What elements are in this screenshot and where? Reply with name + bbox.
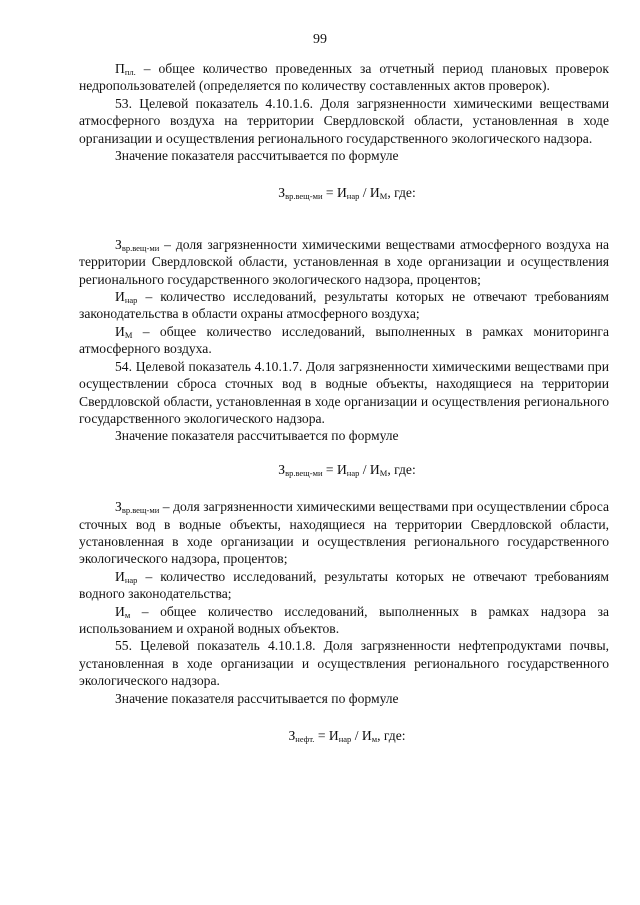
formula-intro: Значение показателя рассчитывается по формуле [115,428,399,444]
item-53: 53. Целевой показатель 4.10.1.6. Доля загрязненности химическими веществами атмосферного воздуха на территории Свердловской области, установленная в ходе организации и осуществления регионального государственного экологического надзора. [79,95,609,146]
definition-im-1: $И_М$ – общее количество исследований, выполненных в рамках мониторинга атмосферного воздуха. [79,323,609,357]
item-54: 54. Целевой показатель 4.10.1.7. Доля загрязненности химическими веществами при осуществлении сброса сточных вод в водные объекты, находящиеся на территории Свердловской области, установленная в ходе организации и осуществления регионального государственного экологического надзора. [79,358,609,426]
formula-intro: Значение показателя рассчитывается по формуле [115,148,399,164]
definition-z-1: $З_{вр.вещ-ми}$ – доля загрязненности химическими веществами атмосферного воздуха на территории Свердловской области, установленная в ходе организации и осуществления регионального государственного экологического надзора, процентов; [79,236,609,287]
symbol-subscript: пл. [124,67,136,77]
formula-intro: Значение показателя рассчитывается по формуле [115,690,399,706]
symbol: П [115,61,125,76]
formula-2: $З_{вр.вещ-ми} = И_{нар} / И_М$, где: [278,461,416,478]
definition-text: – общее количество проведенных за отчетный период плановых проверок недропользователей (определяется по количеству составленных актов проверок). [79,61,609,94]
definition-im-2: $И_м$ – общее количество исследований, выполненных в рамках надзора за использованием и охраной водных объектов. [79,603,609,636]
definition-inar-1: $И_{нар}$ – количество исследований, результаты которых не отвечают требованиям законодательства в области охраны атмосферного воздуха; [79,289,609,322]
page-number: 99 [313,32,327,47]
formula-3: $З_{нефт.} = И_{нар} / И_м$, где: [288,728,406,744]
definition-inar-2: $И_{нар}$ – количество исследований, результаты которых не отвечают требованиям водного законодательства; [79,568,609,602]
item-55: 55. Целевой показатель 4.10.1.8. Доля загрязненности нефтепродуктами почвы, установленная в ходе организации и осуществления регионального государственного экологического надзора. [79,638,609,689]
definition-z-2: $З_{вр.вещ-ми}$ – доля загрязненности химическими веществами при осуществлении сброса сточных вод в водные объекты, находящиеся на территории Свердловской области, установленная в ходе организации и осуществления регионального государственного экологического надзора, процентов; [79,499,609,567]
document-body [79,60,609,744]
formula-1: $З_{вр.вещ-ми} = И_{нар} / И_М$, где: [278,185,416,202]
definition-p-pl [79,60,609,95]
